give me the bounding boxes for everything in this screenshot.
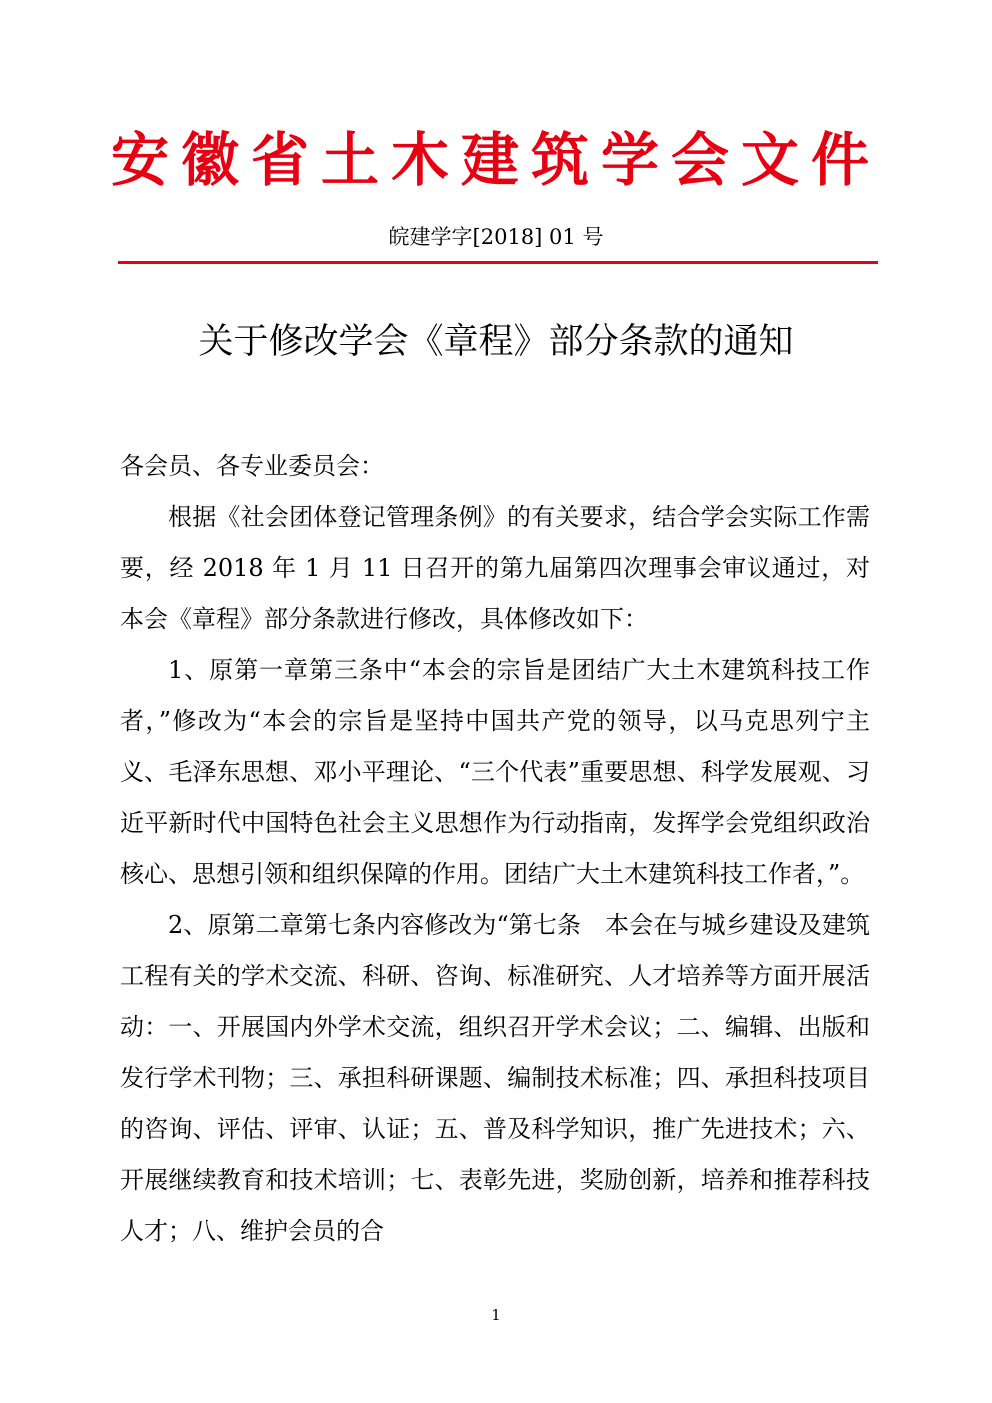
paragraph-item-1: 1、原第一章第三条中“本会的宗旨是团结广大土木建筑科技工作者，”修改为“本会的宗旨是坚持中国共产党的领导，以马克思列宁主义、毛泽东思想、邓小平理论、“三个代表”重要思想、科学发展观、习近平新时代中国特色社会主义思想作为行动指南，发挥学会党组织政治核心、思想引领和组织保障的作用。团结广大土木建筑科技工作者，”。 xyxy=(120,656,870,888)
salutation: 各会员、各专业委员会： xyxy=(120,452,384,480)
notice-title: 关于修改学会《章程》部分条款的通知 xyxy=(198,322,794,362)
page-number: 1 xyxy=(491,1306,501,1324)
org-document-title: 安徽省土木建筑学会文件 xyxy=(110,126,881,194)
document-number: 皖建学字[2018] 01 号 xyxy=(388,225,604,249)
paragraph-intro: 根据《社会团体登记管理条例》的有关要求，结合学会实际工作需要，经 2018 年 1 月 11 日召开的第九届第四次理事会审议通过，对本会《章程》部分条款进行修改，具体修改如下： xyxy=(120,503,870,633)
paragraph-item-2: 2、原第二章第七条内容修改为“第七条 本会在与城乡建设及建筑工程有关的学术交流、科研、咨询、标准研究、人才培养等方面开展活动：一、开展国内外学术交流，组织召开学术会议；二、编辑、出版和发行学术刊物；三、承担科研课题、编制技术标准；四、承担科技项目的咨询、评估、评审、认证；五、普及科学知识，推广先进技术；六、开展继续教育和技术培训；七、表彰先进，奖励创新，培养和推荐科技人才；八、维护会员的合 xyxy=(120,911,870,1245)
notice-body xyxy=(120,440,870,1257)
red-divider xyxy=(118,261,878,264)
